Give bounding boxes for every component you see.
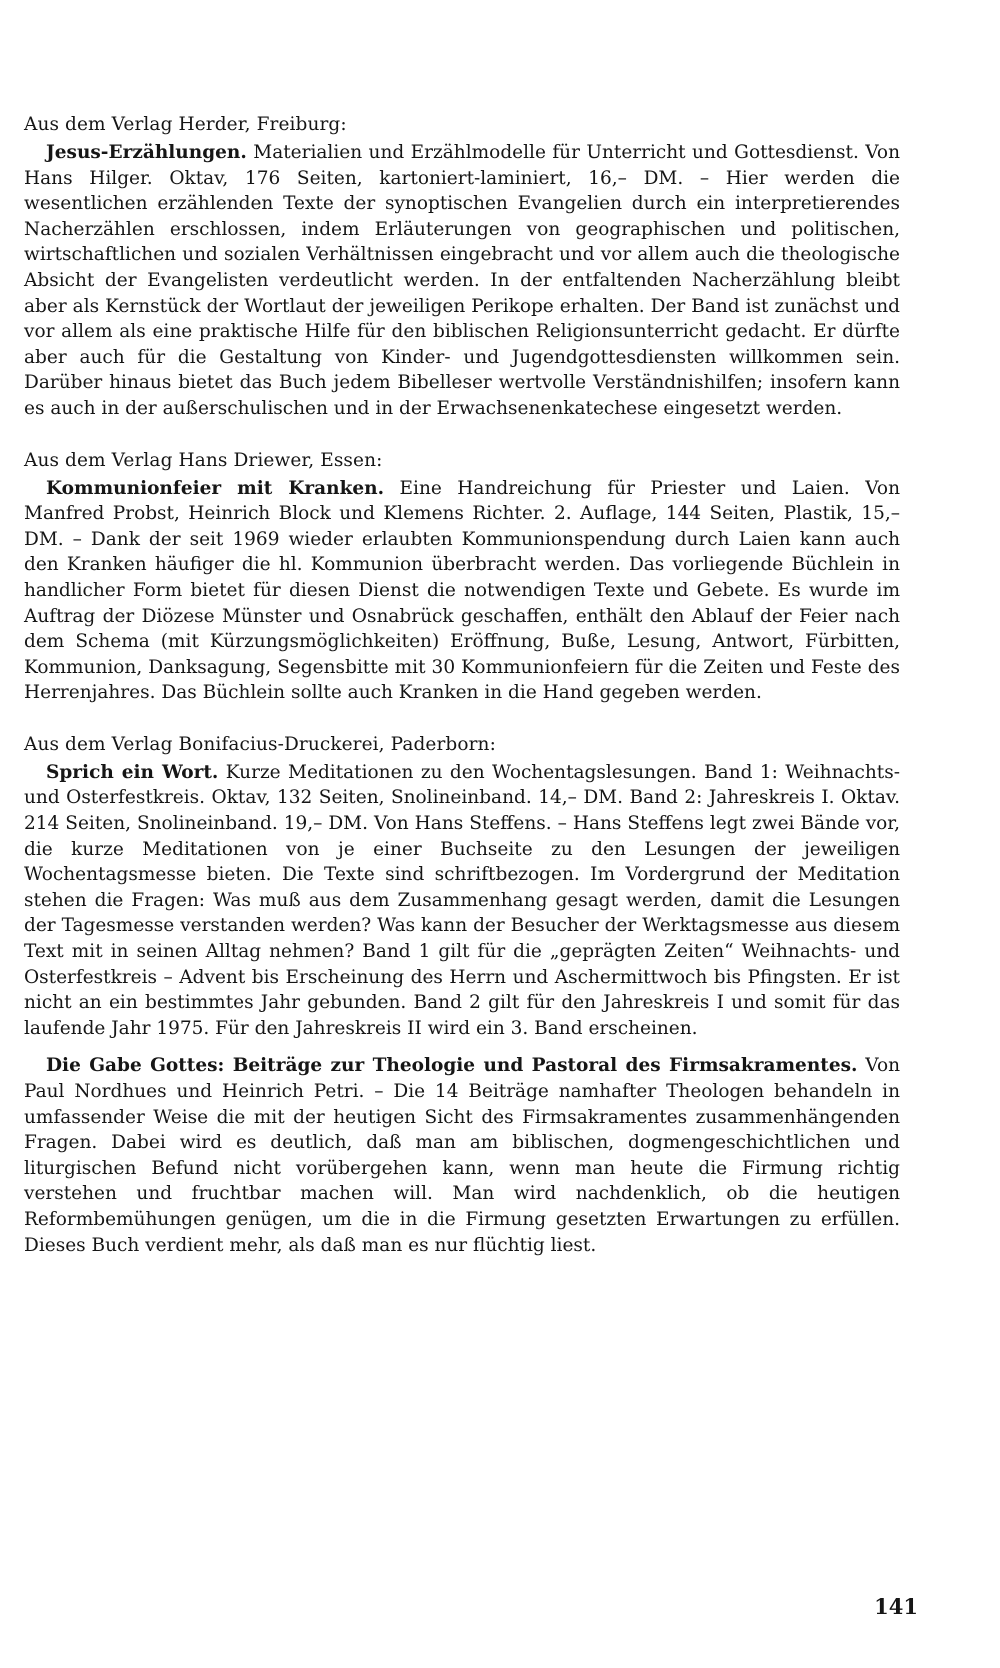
book-title: Sprich ein Wort. [46,761,219,783]
section-bonifacius [24,732,900,1258]
section-driewer [24,448,900,706]
review-text: Von Paul Nordhues und Heinrich Petri. – Die 14 Beiträge namhafter Theologen behandeln in umfassender Weise die mit der heutigen Sicht des Firmsakramentes zusammenhängenden Fragen. Dabei wird es deutlich, daß man am biblischen, dogmengeschichtlichen und liturgischen Befund nicht vorübergehen kann, wenn man heute die Firmung richtig verstehen und fruchtbar machen will. Man wird nachdenklich, ob die heutigen Reformbemühungen genügen, um die in die Firmung gesetzten Erwartungen zu erfüllen. Dieses Buch verdient mehr, als daß man es nur flüchtig liest. [24,1055,900,1256]
review-text: Eine Handreichung für Priester und Laien. Von Manfred Probst, Heinrich Block und Klemens Richter. 2. Auflage, 144 Seiten, Plastik, 15,– DM. – Dank der seit 1969 wieder erlaubten Kommunionspendung durch Laien kann auch den Kranken häufiger die hl. Kommunion überbracht werden. Das vorliegende Büchlein in handlicher Form bietet für diesen Dienst die notwendigen Texte und Gebete. Es wurde im Auftrag der Diözese Münster und Osnabrück geschaffen, enthält den Ablauf der Feier nach dem Schema (mit Kürzungsmöglichkeiten) Eröffnung, Buße, Lesung, Antwort, Fürbitten, Kommunion, Danksagung, Segensbitte mit 30 Kommunionfeiern für die Zeiten und Feste des Herrenjahres. Das Büchlein sollte auch Kranken in die Hand gegeben werden. [24,477,900,704]
book-review-entry [24,140,900,422]
book-title: Die Gabe Gottes: Beiträge zur Theologie und Pastoral des Firmsakramentes. [46,1055,858,1077]
book-title: Kommunionfeier mit Kranken. [46,477,385,499]
publisher-heading: Aus dem Verlag Hans Driewer, Essen: [24,449,383,471]
book-review-entry [24,760,900,1042]
review-text: Materialien und Erzählmodelle für Unterricht und Gottesdienst. Von Hans Hilger. Oktav, 176 Seiten, kartoniert-laminiert, 16,– DM. – Hier werden die wesentlichen erzählenden Texte der synoptischen Evangelien durch ein interpretierendes Nacherzählen erschlossen, indem Erläuterungen von geographischen und politischen, wirtschaftlichen und sozialen Verhältnissen eingebracht und vor allem auch die theologische Absicht der Evangelisten verdeutlicht werden. In der entfaltenden Nacherzählung bleibt aber als Kernstück der Wortlaut der jeweiligen Perikope erhalten. Der Band ist zunächst und vor allem als eine praktische Hilfe für den biblischen Religionsunterricht gedacht. Er dürfte aber auch für die Gestaltung von Kinder- und Jugendgottesdiensten willkommen sein. Darüber hinaus bietet das Buch jedem Bibelleser wertvolle Verständnishilfen; insofern kann es auch in der außerschulischen und in der Erwachsenenkatechese eingesetzt werden. [24,142,900,419]
section-herder [24,112,900,422]
publisher-heading: Aus dem Verlag Herder, Freiburg: [24,114,347,135]
book-review-entry [24,476,900,706]
review-page [24,112,900,1284]
book-review-entry [24,1053,900,1258]
publisher-heading: Aus dem Verlag Bonifacius-Druckerei, Paderborn: [24,733,496,755]
page-number: 141 [874,1594,918,1619]
book-title: Jesus-Erzählungen. [46,142,247,163]
review-text: Kurze Meditationen zu den Wochentagslesungen. Band 1: Weihnachts- und Osterfestkreis. Oktav, 132 Seiten, Snolineinband. 14,– DM. Band 2: Jahreskreis I. Oktav. 214 Seiten, Snolineinband. 19,– DM. Von Hans Steffens. – Hans Steffens legt zwei Bände vor, die kurze Meditationen von je einer Buchseite zu den Lesungen der jeweiligen Wochentagsmesse bieten. Die Texte sind schriftbezogen. Im Vordergrund der Meditation stehen die Fragen: Was muß aus dem Zusammenhang gesagt werden, damit die Lesungen der Tagesmesse verstanden werden? Was kann der Besucher der Werktagsmesse aus diesem Text mit in seinen Alltag nehmen? Band 1 gilt für die „geprägten Zeiten“ Weihnachts- und Osterfestkreis – Advent bis Erscheinung des Herrn und Aschermittwoch bis Pfingsten. Er ist nicht an ein bestimmtes Jahr gebunden. Band 2 gilt für den Jahreskreis I und somit für das laufende Jahr 1975. Für den Jahreskreis II wird ein 3. Band erscheinen. [24,761,900,1039]
